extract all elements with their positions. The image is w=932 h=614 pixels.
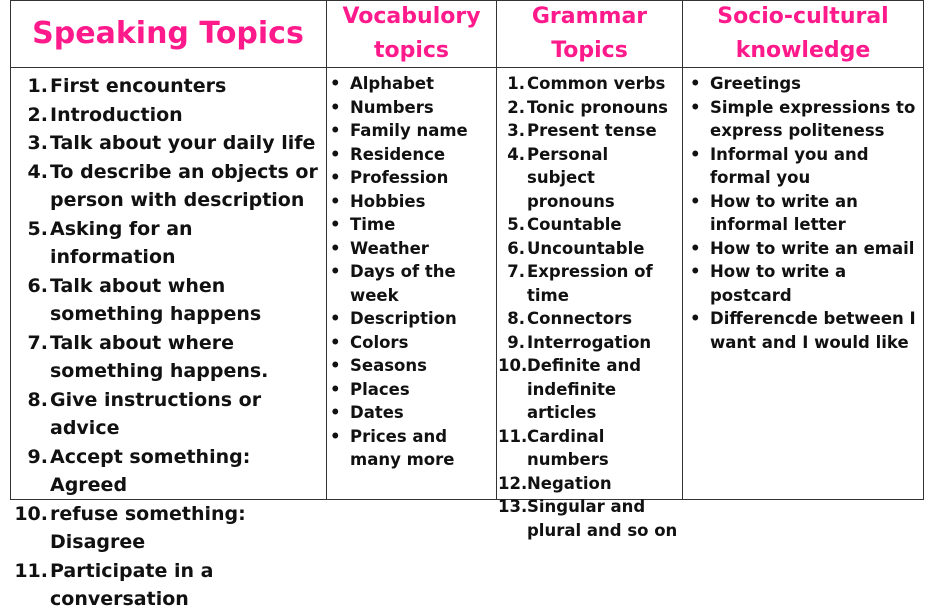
speaking-topic-item	[14, 101, 324, 130]
speaking-topic-item	[14, 386, 324, 443]
bullet-icon: •	[690, 97, 701, 117]
grammar-topic-item	[498, 495, 681, 542]
bullet-icon: •	[330, 191, 341, 211]
list-number: 6.	[27, 274, 48, 297]
bullet-icon: •	[330, 356, 341, 375]
list-item-text: Present tense	[527, 121, 657, 140]
grammar-topics-list	[498, 72, 681, 542]
list-item-text: Common verbs	[527, 74, 666, 93]
list-number: 13.	[498, 497, 528, 516]
column-divider	[496, 0, 497, 500]
socio-cultural-item	[690, 72, 922, 96]
list-item-text: Hobbies	[350, 191, 426, 211]
list-item-text: Talk about where something happens.	[50, 331, 269, 382]
header-socio-line2: knowledge	[735, 37, 871, 63]
vocabulary-topic-item	[330, 237, 496, 261]
list-number: 10.	[14, 502, 48, 525]
list-item-text: Interrogation	[527, 332, 652, 352]
socio-cultural-item	[690, 307, 922, 354]
list-number: 2.	[27, 103, 48, 126]
socio-cultural-item	[690, 96, 922, 143]
vocabulary-topic-item	[330, 354, 496, 378]
socio-cultural-item	[690, 237, 922, 261]
header-grammar-topics	[497, 0, 682, 67]
list-number: 11.	[14, 559, 48, 582]
speaking-topic-item	[14, 443, 324, 500]
list-item-text: Accept something: Agreed	[50, 445, 251, 496]
list-number: 7.	[27, 331, 48, 354]
list-item-text: Dates	[350, 403, 404, 422]
list-item-text: Description	[350, 309, 457, 328]
column-divider	[326, 0, 327, 500]
list-item-text: Countable	[527, 215, 622, 234]
header-socio-cultural-knowledge	[683, 0, 923, 67]
header-speaking-label: Speaking Topics	[32, 15, 304, 51]
list-item-text: Simple expressions to express politeness	[710, 97, 916, 140]
vocabulary-topic-item	[330, 96, 496, 120]
bullet-icon: •	[690, 144, 701, 164]
grammar-topic-item	[498, 119, 681, 143]
list-number: 7.	[507, 262, 525, 281]
list-number: 4.	[27, 160, 48, 183]
bullet-icon: •	[690, 262, 701, 281]
list-item-text: Uncountable	[527, 238, 645, 258]
vocabulary-topic-item	[330, 119, 496, 143]
vocabulary-topic-item	[330, 190, 496, 214]
vocabulary-topic-item	[330, 166, 496, 190]
grammar-topic-item	[498, 237, 681, 261]
vocabulary-topic-item	[330, 331, 496, 355]
list-item-text: Differencde between I want and I would like	[710, 309, 916, 352]
list-number: 8.	[507, 309, 525, 328]
list-item-text: Alphabet	[350, 74, 435, 93]
list-item-text: Expression of time	[527, 262, 653, 305]
speaking-topic-item	[14, 272, 324, 329]
list-item-text: To describe an objects or person with description	[50, 160, 318, 211]
list-item-text: First encounters	[50, 75, 227, 97]
bullet-icon: •	[690, 191, 701, 211]
list-number: 6.	[507, 238, 525, 258]
bullet-icon: •	[690, 238, 701, 258]
bullet-icon: •	[330, 144, 341, 164]
grammar-topic-item	[498, 72, 681, 96]
speaking-topic-item	[14, 329, 324, 386]
socio-cultural-item	[690, 260, 922, 307]
vocabulary-topic-item	[330, 307, 496, 331]
bullet-icon: •	[330, 74, 341, 93]
list-item-text: Prices and many more	[350, 426, 455, 469]
list-item-text: Asking for an information	[50, 217, 193, 268]
list-number: 10.	[498, 356, 528, 375]
vocabulary-topics-list	[330, 72, 496, 472]
header-speaking-topics	[10, 0, 326, 67]
list-item-text: refuse something: Disagree	[50, 502, 246, 553]
list-item-text: Numbers	[350, 97, 434, 117]
vocabulary-topic-item	[330, 425, 496, 472]
list-item-text: Talk about your daily life	[50, 132, 316, 154]
list-number: 1.	[507, 74, 525, 93]
list-item-text: Give instructions or advice	[50, 388, 262, 439]
speaking-topic-item	[14, 500, 324, 557]
list-item-text: Informal you and formal you	[710, 144, 869, 187]
header-socio-line1: Socio-cultural	[717, 3, 889, 29]
socio-cultural-item	[690, 143, 922, 190]
grammar-topic-item	[498, 143, 681, 214]
bullet-icon: •	[330, 262, 341, 281]
list-number: 5.	[507, 215, 525, 234]
vocabulary-topic-item	[330, 378, 496, 402]
list-item-text: Connectors	[527, 309, 633, 328]
header-grammar-line2: Topics	[551, 37, 628, 63]
list-item-text: Greetings	[710, 74, 801, 93]
list-item-text: Negation	[527, 473, 612, 493]
list-item-text: Family name	[350, 121, 468, 140]
list-number: 1.	[27, 75, 48, 97]
list-number: 8.	[27, 388, 48, 411]
vocabulary-topic-item	[330, 260, 496, 307]
speaking-topics-list	[14, 72, 324, 614]
bullet-icon: •	[330, 97, 341, 117]
bullet-icon: •	[330, 379, 341, 399]
bullet-icon: •	[330, 426, 341, 446]
list-item-text: How to write a postcard	[710, 262, 847, 305]
list-item-text: Definite and indefinite articles	[527, 356, 642, 422]
header-vocabulary-topics	[327, 0, 496, 67]
list-item-text: Colors	[350, 332, 409, 352]
column-divider	[682, 0, 683, 500]
list-number: 12.	[498, 473, 528, 493]
list-item-text: Talk about when something happens	[50, 274, 262, 325]
header-vocabulary-line2: topics	[373, 37, 450, 63]
list-number: 4.	[507, 144, 525, 164]
socio-cultural-item	[690, 190, 922, 237]
bullet-icon: •	[330, 332, 341, 352]
grammar-topic-item	[498, 213, 681, 237]
grammar-topic-item	[498, 96, 681, 120]
vocabulary-topic-item	[330, 143, 496, 167]
grammar-topic-item	[498, 307, 681, 331]
list-item-text: Cardinal numbers	[527, 426, 609, 469]
list-item-text: How to write an email	[710, 238, 915, 258]
list-number: 9.	[27, 445, 48, 468]
list-item-text: Personal subject pronouns	[527, 144, 615, 211]
grammar-topic-item	[498, 260, 681, 307]
speaking-topic-item	[14, 72, 324, 101]
list-item-text: Days of the week	[350, 262, 456, 305]
list-item-text: Singular and plural and so on	[527, 497, 678, 540]
list-number: 9.	[507, 332, 525, 352]
list-item-text: Introduction	[50, 103, 183, 126]
vocabulary-topic-item	[330, 72, 496, 96]
bullet-icon: •	[690, 309, 701, 328]
vocabulary-topic-item	[330, 401, 496, 425]
speaking-topic-item	[14, 158, 324, 215]
list-item-text: Residence	[350, 144, 446, 164]
list-item-text: Places	[350, 379, 410, 399]
header-grammar-line1: Grammar	[531, 3, 648, 29]
speaking-topic-item	[14, 129, 324, 158]
socio-cultural-list	[690, 72, 922, 354]
list-item-text: Seasons	[350, 356, 427, 375]
bullet-icon: •	[690, 74, 701, 93]
list-number: 2.	[507, 97, 525, 117]
bullet-icon: •	[330, 238, 341, 258]
bullet-icon: •	[330, 215, 341, 234]
list-item-text: Tonic pronouns	[527, 97, 669, 117]
list-item-text: Weather	[350, 238, 429, 258]
header-vocabulary-line1: Vocabulory	[342, 3, 481, 29]
list-item-text: Profession	[350, 168, 449, 187]
bullet-icon: •	[330, 309, 341, 328]
grammar-topic-item	[498, 354, 681, 425]
list-number: 11.	[498, 426, 528, 446]
speaking-topic-item	[14, 215, 324, 272]
bullet-icon: •	[330, 168, 341, 187]
list-number: 5.	[27, 217, 48, 240]
speaking-topic-item	[14, 557, 324, 614]
list-number: 3.	[507, 121, 525, 140]
vocabulary-topic-item	[330, 213, 496, 237]
grammar-topic-item	[498, 331, 681, 355]
grammar-topic-item	[498, 425, 681, 472]
list-item-text: Participate in a conversation	[50, 559, 214, 610]
list-number: 3.	[27, 132, 48, 154]
bullet-icon: •	[330, 403, 341, 422]
bullet-icon: •	[330, 121, 341, 140]
grammar-topic-item	[498, 472, 681, 496]
list-item-text: Time	[350, 215, 396, 234]
list-item-text: How to write an informal letter	[710, 191, 858, 234]
